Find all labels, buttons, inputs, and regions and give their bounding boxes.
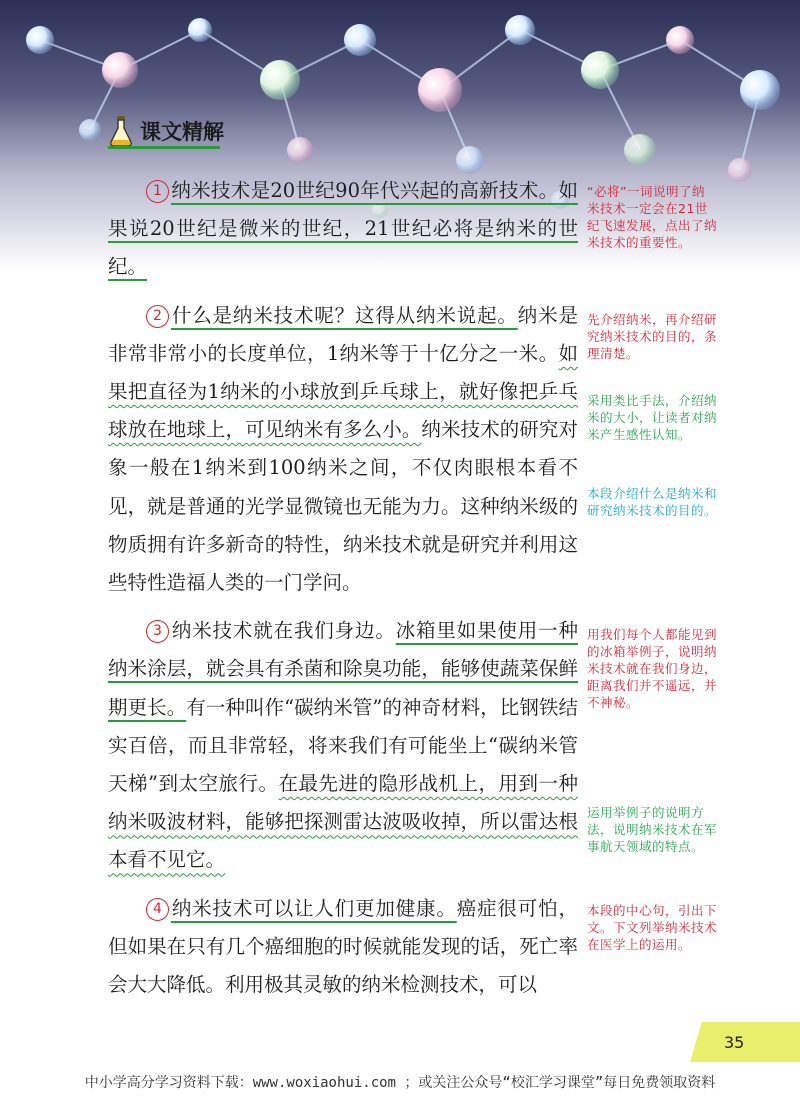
page-number-tab (690, 1022, 800, 1062)
paragraph-number: 1 (146, 180, 169, 203)
paragraph-number: 2 (146, 305, 169, 328)
annotation: 先介绍纳米，再介绍研究纳米技术的目的，条理清楚。 (587, 312, 718, 361)
annotation: 用我们每个人都能见到的冰箱举例子，说明纳米技术就在我们身边，距离我们并不遥远，并不神秘。 (587, 627, 718, 710)
text-segment: 纳米技术就在我们身边。 (171, 619, 396, 643)
text-segment: 纳米技术的研究对象一般在1纳米到100纳米之间，不仅肉眼根本看不见，就是普通的光学显微镜也无能为力。这种纳米级的物质拥有许多新奇的特性，纳米技术就是研究并利用这些特性造福人类的一门学问。 (108, 418, 578, 595)
paragraph-number: 4 (146, 898, 169, 921)
paragraph-number: 3 (146, 620, 169, 643)
annotation: 运用举例子的说明方法，说明纳米技术在军事航天领域的特点。 (587, 805, 718, 854)
text-segment: 有一种叫作“碳纳米管”的神奇材料，比钢铁结实百倍，而且非常轻，将来我们有可能坐上“碳纳米管天梯”到太空旅行。 (108, 695, 578, 796)
section-title: 课文精解 (140, 120, 224, 144)
paragraph (108, 297, 578, 603)
main-text (108, 172, 578, 1014)
text-segment: 如果把直径为1纳米的小球放到乒乓球上，就好像把乒乓球放在地球上，可见纳米有多么小。 (108, 341, 578, 442)
flask-icon (108, 114, 134, 148)
paragraph (108, 612, 578, 879)
text-segment: 纳米技术是20世纪90年代兴起的高新技术。 (171, 179, 559, 202)
page-number: 35 (724, 1033, 745, 1052)
annotation: 采用类比手法，介绍纳米的大小，让读者对纳米产生感性认知。 (587, 393, 718, 442)
annotation: 本段介绍什么是纳米和研究纳米技术的目的。 (587, 486, 718, 518)
text-segment: 什么是纳米技术呢？这得从纳米说起。 (171, 303, 518, 327)
title-underline (108, 146, 220, 149)
section-heading (108, 114, 224, 148)
footer-text: 中小学高分学习资料下载：www.woxiaohui.com ；或关注公众号“校汇学习课堂”每日免费领取资料 (84, 1075, 716, 1091)
annotation: “必将”一词说明了纳米技术一定会在21世纪飞速发展，点出了纳米技术的重要性。 (587, 184, 718, 250)
text-segment: 癌症很可怕，但如果在只有几个癌细胞的时候就能发现的话，死亡率会大大降低。利用极其灵敏的纳米检测技术，可以 (108, 896, 578, 997)
text-segment: 纳米技术可以让人们更加健康。 (171, 896, 457, 920)
annotation: 本段的中心句，引出下文。下文列举纳米技术在医学上的运用。 (587, 903, 718, 952)
paragraph (108, 890, 578, 1005)
text-segment: 如果说20世纪是微米的世纪，21世纪必将是纳米的世纪。 (108, 179, 578, 279)
text-segment: 在最先进的隐形战机上，用到一种纳米吸波材料，能够把探测雷达波吸收掉，所以雷达根本看不见它。 (108, 772, 578, 872)
paragraph (108, 172, 578, 287)
text-segment: 纳米是非常非常小的长度单位，1纳米等于十亿分之一米。 (108, 303, 578, 365)
text-segment: 冰箱里如果使用一种纳米涂层，就会具有杀菌和除臭功能，能够使蔬菜保鲜期更长。 (108, 619, 578, 719)
